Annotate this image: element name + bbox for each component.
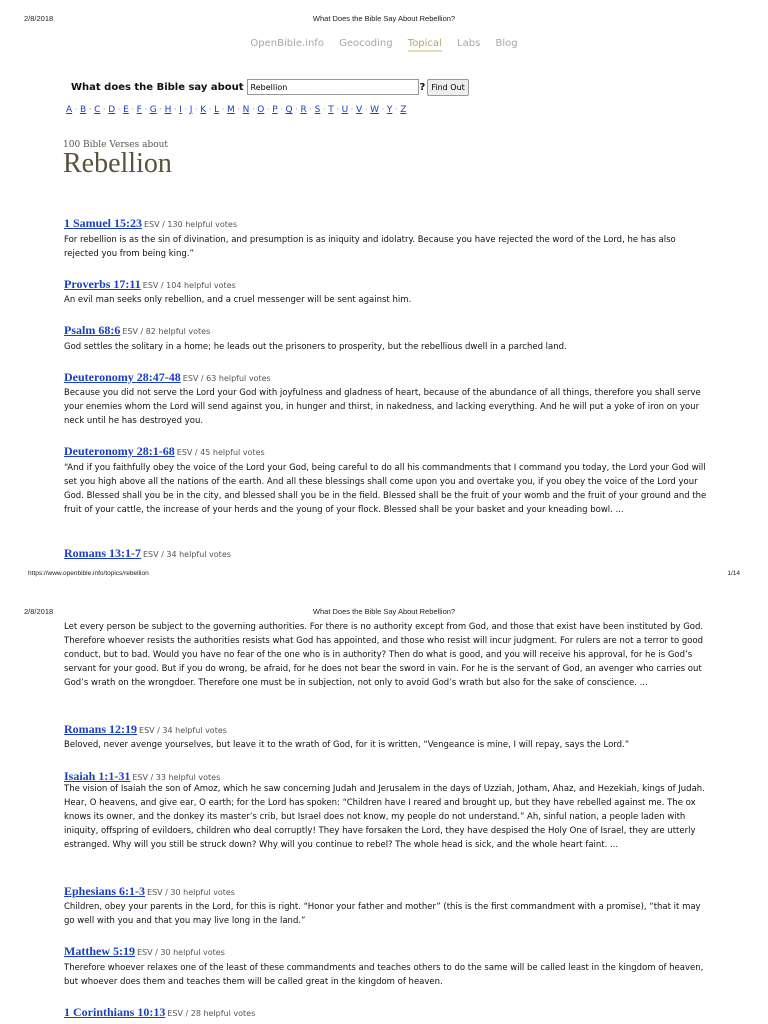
verse-text: Children, obey your parents in the Lord, for this is right. “Honor your father and mother” (this is the first commandment with a promise), “that it may go well with you and that you may live long in the land.” [64, 902, 701, 926]
alphabet-link-s[interactable]: S [314, 105, 321, 115]
verse-link[interactable]: Deuteronomy 28:1-68 [64, 444, 175, 458]
verse-ref-row [64, 273, 236, 292]
verse-text: Let every person be subject to the governing authorities. For there is no authority except from God, and those that exist have been instituted by God. Therefore whoever resists the authorities resists what God has appointed, and those who resist will incur judgment. For rulers are not a terror to good conduct, but to bad. Would you have no fear of the one who is in authority? Then do what is good, and you will receive his approval, for he is God’s servant for your good. But if you do wrong, be afraid, for he does not bear the sword in vain. For he is the servant of God, an avenger who carries out God’s wrath on the wrongdoer. Therefore one must be in subjection, not only to avoid God’s wrath but also for the sake of conscience. ... [64, 622, 704, 688]
alphabet-separator: · [251, 105, 255, 115]
alphabet-separator: · [194, 105, 198, 115]
alphabet-link-i[interactable]: I [179, 105, 182, 115]
verse-text: God settles the solitary in a home; he leads out the prisoners to prosperity, but the rebellious dwell in a parched land. [64, 342, 567, 352]
print-date: 2/8/2018 [24, 607, 54, 616]
nav-labs[interactable]: Labs [457, 38, 481, 49]
alphabet-link-l[interactable]: L [214, 105, 220, 115]
verse-ref-row [64, 440, 265, 459]
verse-link[interactable]: Deuteronomy 28:47-48 [64, 370, 181, 384]
print-header [0, 14, 768, 26]
verse-meta: ESV / 82 helpful votes [122, 327, 211, 336]
alphabet-separator: · [295, 105, 298, 115]
verse-link[interactable]: Isaiah 1:1-31 [64, 769, 131, 783]
print-page-number: 1/14 [727, 570, 740, 577]
alphabet-separator: · [322, 105, 326, 115]
alphabet-link-q[interactable]: Q [285, 105, 293, 115]
alphabet-link-g[interactable]: G [149, 105, 157, 115]
alphabet-separator: · [208, 105, 212, 115]
alphabet-link-m[interactable]: M [226, 105, 235, 115]
verse-link[interactable]: 1 Corinthians 10:13 [64, 1005, 166, 1019]
print-date: 2/8/2018 [24, 14, 54, 23]
alphabet-link-w[interactable]: W [370, 105, 379, 115]
verse-ref-row [64, 366, 271, 385]
verse-text: “And if you faithfully obey the voice of the Lord your God, being careful to do all his commandments that I command you today, the Lord your God will set you high above all the nations of the earth. And all these blessings shall come upon you and overtake you, if you obey the voice of the Lord your God. Blessed shall you be in the city, and blessed shall you be in the field. Blessed shall be the fruit of your womb and the fruit of your ground and the fruit of your cattle, the increase of your herds and the young of your flock. Blessed shall be your basket and your kneading bowl. ... [64, 463, 707, 515]
verse-ref-row [64, 880, 235, 899]
alphabet-link-t[interactable]: T [328, 105, 334, 115]
verse-link[interactable]: Proverbs 17:11 [64, 277, 141, 291]
alphabet-link-o[interactable]: O [257, 105, 265, 115]
verse-ref-row [64, 940, 225, 959]
verse-link[interactable]: Psalm 68:6 [64, 323, 121, 337]
alphabet-separator: · [88, 105, 92, 115]
verse-meta: ESV / 34 helpful votes [139, 726, 227, 735]
verse-text: Therefore whoever relaxes one of the least of these commandments and teaches others to do the same will be called least in the kingdom of heaven, but whoever does them and teaches them will be called great in the kingdom of heaven. [64, 963, 704, 987]
alphabet-link-k[interactable]: K [200, 105, 207, 115]
print-header [0, 607, 768, 619]
verse-link[interactable]: Matthew 5:19 [64, 944, 135, 958]
verse-meta: ESV / 63 helpful votes [182, 374, 271, 383]
alphabet-separator: · [280, 105, 283, 115]
alphabet-separator: · [144, 105, 148, 115]
verse-meta: ESV / 33 helpful votes [132, 773, 221, 782]
alphabet-link-r[interactable]: R [300, 105, 307, 115]
alphabet-link-v[interactable]: V [356, 105, 363, 115]
alphabet-separator: · [159, 105, 163, 115]
alphabet-link-a[interactable]: A [66, 105, 73, 115]
alphabet-separator: · [74, 105, 78, 115]
verse-ref-row [64, 212, 237, 231]
find-out-button[interactable]: Find Out [427, 79, 468, 96]
nav-geocoding[interactable]: Geocoding [339, 38, 393, 49]
topic-search [71, 78, 469, 96]
nav-openbible[interactable]: OpenBible.info [250, 38, 324, 49]
verse-text: Because you did not serve the Lord your God with joyfulness and gladness of heart, because of the abundance of all things, therefore you shall serve your enemies whom the Lord will send against you, in hunger and thirst, in nakedness, and lacking everything. And he will put a yoke of iron on your neck until he has destroyed you. [64, 388, 701, 426]
alphabet-separator: · [102, 105, 106, 115]
alphabet-link-u[interactable]: U [341, 105, 349, 115]
search-label: What does the Bible say about [71, 81, 244, 93]
alphabet-link-j[interactable]: J [189, 105, 193, 115]
verse-link[interactable]: Ephesians 6:1-3 [64, 884, 146, 898]
site-nav [0, 38, 768, 52]
verse-meta: ESV / 130 helpful votes [144, 220, 237, 229]
alphabet-separator: · [173, 105, 177, 115]
nav-topical[interactable]: Topical [408, 38, 442, 52]
verse-text: Beloved, never avenge yourselves, but leave it to the wrath of God, for it is written, “Vengeance is mine, I will repay, says the Lord.” [64, 740, 630, 750]
alphabet-separator: · [336, 105, 340, 115]
alphabet-separator: · [350, 105, 354, 115]
verse-text: For rebellion is as the sin of divination, and presumption is as iniquity and idolatry. Because you have rejected the word of the Lord, he has also rejected you from being king.” [64, 235, 676, 259]
verse-text: The vision of Isaiah the son of Amoz, which he saw concerning Judah and Jerusalem in the days of Uzziah, Jotham, Ahaz, and Hezekiah, kings of Judah. Hear, O heavens, and give ear, O earth; for the Lord has spoken: “Children have I reared and brought up, but they have rebelled against me. The ox knows its owner, and the donkey its master’s crib, but Israel does not know, my people do not understand.” Ah, sinful nation, a people laden with iniquity, offspring of evildoers, children who deal corruptly! They have forsaken the Lord, they have despised the Holy One of Israel, they are utterly estranged. Why will you still be struck down? Why will you continue to rebel? The whole head is sick, and the whole heart faint. ... [64, 784, 705, 850]
alphabet-link-e[interactable]: E [123, 105, 129, 115]
alphabet-link-p[interactable]: P [272, 105, 278, 115]
verse-meta: ESV / 30 helpful votes [147, 888, 235, 897]
alphabet-separator: · [266, 105, 270, 115]
alphabet-link-z[interactable]: Z [400, 105, 407, 115]
alphabet-separator: · [131, 105, 135, 115]
verse-link[interactable]: 1 Samuel 15:23 [64, 216, 142, 230]
search-question-mark: ? [419, 81, 426, 93]
verse-meta: ESV / 104 helpful votes [142, 281, 236, 290]
nav-blog[interactable]: Blog [495, 38, 518, 49]
page-subtitle: 100 Bible Verses about [63, 140, 169, 150]
page-title: Rebellion [63, 148, 172, 179]
alphabet-separator: · [394, 105, 398, 115]
print-url: https://www.openbible.info/topics/rebellion [28, 570, 149, 577]
print-title: What Does the Bible Say About Rebellion? [312, 607, 456, 616]
alphabet-link-f[interactable]: F [136, 105, 142, 115]
alphabet-separator: · [381, 105, 385, 115]
verse-meta: ESV / 28 helpful votes [167, 1009, 256, 1018]
alphabet-separator: · [117, 105, 121, 115]
print-title: What Does the Bible Say About Rebellion? [312, 14, 456, 23]
verse-link[interactable]: Romans 12:19 [64, 722, 138, 736]
verse-ref-row [64, 542, 231, 561]
alphabet-link-h[interactable]: H [164, 105, 172, 115]
verse-ref-row [64, 718, 227, 737]
verse-meta: ESV / 34 helpful votes [143, 550, 231, 559]
verse-meta: ESV / 30 helpful votes [136, 948, 225, 957]
alphabet-link-n[interactable]: N [242, 105, 250, 115]
alphabet-link-d[interactable]: D [108, 105, 116, 115]
alphabet-separator: · [309, 105, 313, 115]
alphabet-link-y[interactable]: Y [386, 105, 393, 115]
verse-ref-row [64, 319, 210, 338]
alphabet-link-b[interactable]: B [80, 105, 87, 115]
verse-meta: ESV / 45 helpful votes [176, 448, 265, 457]
alphabet-separator: · [364, 105, 368, 115]
verse-text: An evil man seeks only rebellion, and a cruel messenger will be sent against him. [64, 295, 412, 305]
alphabet-separator: · [221, 105, 225, 115]
alphabet-index [66, 105, 406, 115]
verse-link[interactable]: Romans 13:1-7 [64, 546, 141, 560]
alphabet-separator: · [184, 105, 188, 115]
alphabet-link-c[interactable]: C [94, 105, 101, 115]
verse-ref-row [64, 1001, 255, 1020]
topic-search-input[interactable] [247, 79, 419, 95]
alphabet-separator: · [237, 105, 241, 115]
